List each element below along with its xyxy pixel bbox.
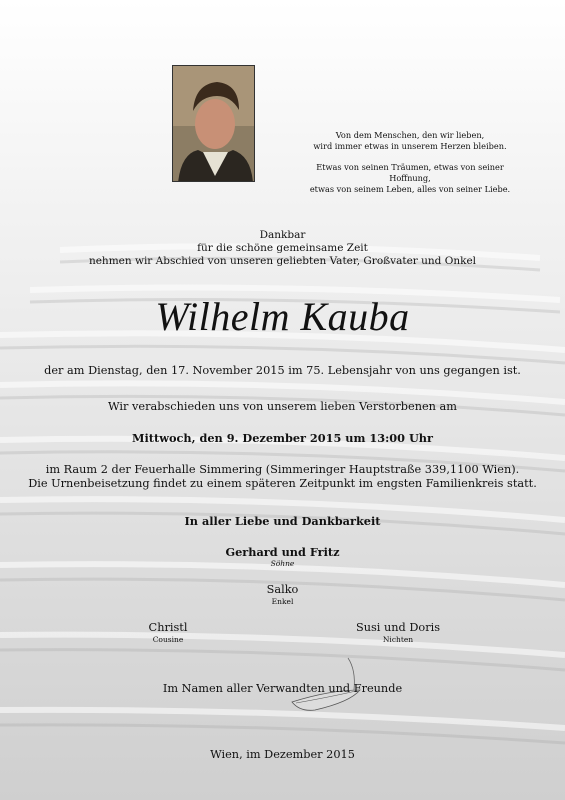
mourner-name: Salko bbox=[266, 583, 299, 596]
intro-line: Dankbar bbox=[259, 229, 306, 241]
closing-line: In aller Liebe und Dankbarkeit bbox=[184, 514, 381, 528]
quote-line: wird immer etwas in unserem Herzen bleiben. bbox=[313, 141, 507, 151]
funeral-date: Mittwoch, den 9. Dezember 2015 um 13:00 Uhr bbox=[132, 431, 433, 445]
intro-line: für die schöne gemeinsame Zeit bbox=[197, 242, 368, 254]
portrait-photo bbox=[172, 65, 255, 182]
quote-line: etwas von seinem Leben, alles von seiner Liebe. bbox=[309, 184, 511, 194]
location-line: im Raum 2 der Feuerhalle Simmering (Simmeringer Hauptstraße 339,1100 Wien). bbox=[45, 463, 520, 476]
mourner-nieces bbox=[348, 621, 448, 644]
location-line: Die Urnenbeisetzung findet zu einem späteren Zeitpunkt im engsten Familienkreis statt. bbox=[28, 477, 537, 490]
death-text: der am Dienstag, den 17. November 2015 im 75. Lebensjahr von uns gegangen ist. bbox=[44, 364, 521, 377]
funeral-location bbox=[0, 463, 565, 491]
relatives-line: Im Namen aller Verwandten und Freunde bbox=[162, 682, 403, 695]
mourner-relation: Söhne bbox=[270, 559, 295, 568]
mourner-name: Gerhard und Fritz bbox=[225, 545, 340, 559]
mourner-relation: Enkel bbox=[271, 597, 294, 606]
intro-line: nehmen wir Abschied von unseren geliebten Vater, Großvater und Onkel bbox=[88, 255, 477, 267]
mourner-relation: Nichten bbox=[382, 635, 414, 644]
farewell-text: Wir verabschieden uns von unserem lieben Verstorbenen am bbox=[108, 400, 457, 413]
mourner-sons bbox=[0, 545, 565, 568]
mourner-relation: Cousine bbox=[152, 635, 184, 644]
mourner-cousin bbox=[128, 621, 208, 644]
mourner-grandchild bbox=[0, 583, 565, 606]
mourner-name: Christl bbox=[148, 621, 188, 634]
quote-line: Von dem Menschen, den wir lieben, bbox=[335, 130, 485, 140]
quote-line: Etwas von seinen Träumen, etwas von seiner Hoffnung, bbox=[316, 162, 504, 183]
memorial-quote bbox=[300, 130, 520, 195]
place-date: Wien, im Dezember 2015 bbox=[210, 748, 355, 761]
intro-text bbox=[0, 229, 565, 268]
deceased-name: Wilhelm Kauba bbox=[155, 294, 410, 339]
mourner-name: Susi und Doris bbox=[355, 621, 441, 634]
